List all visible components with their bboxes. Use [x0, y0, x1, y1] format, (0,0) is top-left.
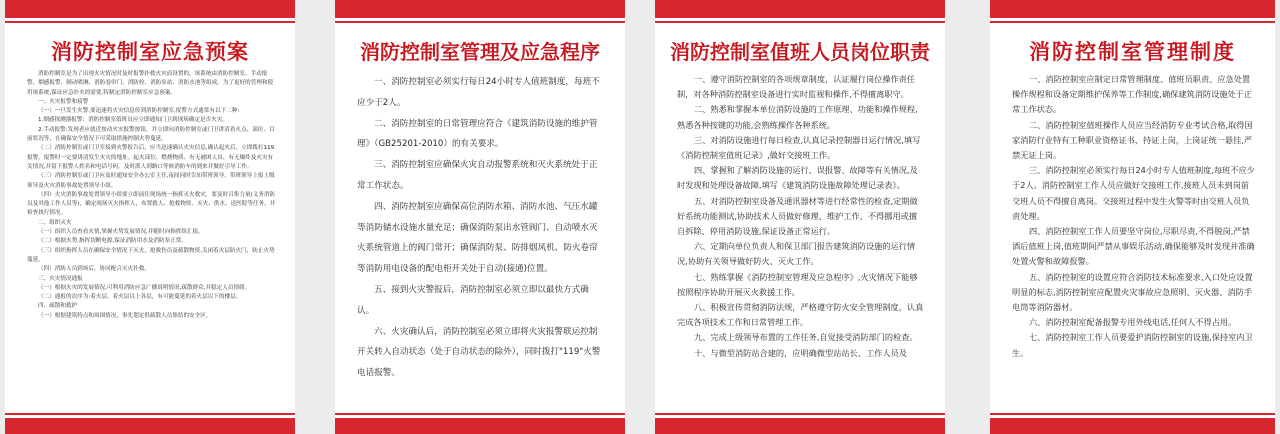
- top-red-stripe: [655, 21, 945, 23]
- paragraph: 消防控制室是为了出现火灾情况时及时报警扑救火灾而设置的，该系统由消防控制室、手动报警、烟感报警、制动喷淋、消防卷帘门、消防栓、消防泵站、消防水池等组成。为了更好的管理和使用该系统,保证应急扑火的需要,特制定消防控制室应急预案。: [27, 71, 274, 96]
- paragraph: （一）根据建筑特点和周围情况，事先划定供疏散人员集结的安全区。: [38, 312, 212, 319]
- panel-body: [357, 72, 605, 398]
- paragraph: 四、消防控制室工作人员要坚守岗位,尽职尽责,不得脱岗,严禁酒后值班上岗,值班期间严禁从事娱乐活动,确保能够及时发现并准确处置火警和故障报警。: [1012, 226, 1255, 267]
- paragraph: 三、消防控制室应确保火灾自动报警系统和灭火系统处于正常工作状态。: [357, 160, 598, 191]
- panel-title: 消防控制室管理制度: [1029, 40, 1236, 64]
- paragraph: 三、消防控制室必须实行每日24小时专人值班制度,每班不应少于2人。消防控制室工作人员应做好交接班工作,接班人员未到岗前交班人员不得擅自离岗。交接班过程中发生火警等时由交班人员负责处理。: [1012, 165, 1255, 221]
- paragraph: （二）根据火势,指挥切断电源,保证消防用水及消防泵正常。: [38, 238, 187, 245]
- bottom-red-stripe: [990, 413, 1275, 415]
- panel-duty-responsibilities: [655, 0, 945, 434]
- paragraph: 三、火灾情况通报: [38, 275, 83, 282]
- top-red-stripe: [5, 21, 295, 23]
- paragraph: 1.烟感探测器报警：消防控制室值班员应立即通知门卫到现场确定是否火灾。: [38, 117, 228, 124]
- paragraph: 2.手动报警:发现者应就近按动火灾报警按钮，并立即向消防控制室或门卫讲清着火点、部位、目前状况等，在确保安全情况下可采取措施控制火势蔓延。: [27, 126, 275, 143]
- top-red-bar: [655, 0, 945, 18]
- paragraph: 五、消防控制室的设置应符合消防技术标准要求,入口处应设置明显的标志,消防控制室应配置火灾事故应急照明、灭火器、消防手电筒等消防器材。: [1012, 271, 1253, 313]
- paragraph: 四、消防控制室应确保高位消防水箱、消防水池、气压水罐等消防储水设施水量充足；确保消防泵出水管阀门、自动喷水灭火系统管道上的阀门常开；确保消防泵、防排烟风机、防火卷帘等消防用电设备的配电柜开关处于自动(接通)位置。: [357, 201, 598, 275]
- bottom-red-bar: [335, 418, 625, 434]
- paragraph: 六、消防控制室配备报警专用外线电话,任何人不得占用。: [1029, 317, 1237, 328]
- panel-title: 消防控制室值班人员岗位职责: [670, 40, 930, 64]
- paragraph: （一）一旦发生火警,要迅速将火灾信息传到消防控制室,报警方式通常有以下二种:: [38, 108, 240, 115]
- paragraph: （三）组织指挥人员在确保安全情况下灭火，抢救伤员及疏散物资,关闭着火层防火门，防止火势蔓延。: [27, 247, 275, 263]
- paragraph: 九、完成上级领导布置的工作任务,自觉接受消防部门的检查。: [694, 332, 918, 343]
- paragraph: 十、与微型消防站合建的，应明确微型站站长、工作人员及: [694, 347, 907, 358]
- paragraph: （四）消防人员到场后，协同配合灭火扑救。: [38, 266, 150, 273]
- paragraph: 七、熟练掌握《消防控制室管理及应急程序》,火灾情况下能够按照程序协助开展灭火救援工作。: [677, 271, 918, 297]
- top-red-stripe: [335, 21, 625, 23]
- panel-management-system: [990, 0, 1275, 434]
- panel-title: 消防控制室管理及应急程序: [360, 40, 600, 64]
- paragraph: 二、熟悉和掌握本单位消防设施的工作原理、功能和操作规程,熟悉各种按键的功能,会熟练操作各种系统。: [677, 104, 918, 130]
- top-red-stripe: [990, 21, 1275, 23]
- paragraph: 一、消防控制室必须实行每日24小时专人值班制度，每班不应少于2人。: [357, 77, 600, 108]
- paragraph: 一、火灾报警和接警: [38, 98, 89, 105]
- top-red-bar: [990, 0, 1275, 18]
- paragraph: 五、对消防控制室设备及通讯器材等进行经常性的检查,定期做好系统功能测试,协助技术人员做好修理、维护工作，不得挪用或擅自拆除、停用消防设施,保证设备正常运行。: [677, 195, 918, 237]
- panel-body: [677, 72, 925, 398]
- paragraph: 三、对消防设施进行每日检查,认真记录控制器日运行情况,填写《消防控制室值班记录》,做好交接班工作。: [677, 134, 921, 161]
- paragraph: （一）组织人员查看火情,掌握火势发展情况,并随时向指挥组汇报。: [38, 229, 204, 236]
- paragraph: （二）通报的次序为:着火层、着火层以上各层，有可能蔓延的着火层以下的楼层。: [38, 294, 242, 301]
- panel-body: [27, 70, 277, 398]
- panel-title: 消防控制室应急预案: [51, 40, 249, 64]
- bottom-red-stripe: [5, 413, 295, 415]
- bottom-red-stripe: [655, 413, 945, 415]
- paragraph: 四、掌握和了解消防设施的运行、误报警、故障等有关情况,及时发现和处理设备故障,填写《建筑消防设施故障处理记录表》。: [677, 165, 918, 191]
- paragraph: 六、火灾确认后，消防控制室必须立即将火灾报警联运控制开关转入自动状态（处于自动状态的除外），同时拨打"119"火警电话报警。: [357, 326, 601, 379]
- paragraph: （三）消防控制室或门卫应及时通知安全办公室主任,夜间同时告知带班领导。带班领导上报上级领导及火灾消防事故处置领导小组。: [27, 173, 275, 189]
- paragraph: 一、消防控制室应制定日常管理制度、值班员职责、应急处置操作规程和设备定期维护保养等工作制度,确保建筑消防设施处于正常工作状态。: [1012, 74, 1253, 115]
- panel-emergency-plan: [5, 0, 295, 434]
- bottom-red-bar: [655, 418, 945, 434]
- top-red-bar: [5, 0, 295, 18]
- paragraph: （四）火灾消防事故处置领导小组要立即前往现场统一指挥灭火救灾，要及时召集力量(义务消防员及其他工作人员等)，确定现场灭火指挥人，布置救人、抢救物资、灭火、供水、送医院等任务，并检查执行情况。: [27, 191, 276, 217]
- paragraph: 八、积极宣传贯彻消防法规，严格遵守防火安全管理制度，认真完成各项技术工作和日常管理工作。: [677, 302, 924, 328]
- paragraph: 二、消防控制室值班操作人员应当经消防专业考试合格,取得国家消防行业特有工种职业资格证书，持证上岗，上岗证统一悬挂,严禁无证上岗。: [1012, 119, 1253, 161]
- paragraph: （二）消防控制室或门卫室接到火警报告后，应当迅速确认火灾信息,确认起火后，立即拨打119报警。报警时一定要讲清发生火灾的地址、起火部位、燃烧物质、有无被困人员、有无爆炸及火灾有关情况,并留下报警人姓名和电话号码。及时派人到路口等候消防车的到来并做好引导工作。: [27, 145, 275, 170]
- paragraph: （一）根据火灾的发展情况,可利用消防应急广播说明情况,疏散群众,并稳定人员情绪。: [38, 284, 251, 291]
- panel-body: [1012, 72, 1255, 398]
- paragraph: 一、遵守消防控制室的各项规章制度，认证履行岗位操作责任制，对各种消防控制室设备进行实时监视和操作,不得擅离职守。: [677, 74, 916, 100]
- bottom-red-bar: [990, 418, 1275, 434]
- top-red-bar: [335, 0, 625, 18]
- paragraph: 二、组织灭火: [38, 219, 72, 226]
- panel-management-procedure: [335, 0, 625, 434]
- bottom-red-bar: [5, 418, 295, 434]
- bottom-red-stripe: [335, 413, 625, 415]
- paragraph: 六、定期向单位负责人和保卫部门报告建筑消防设施的运行情况,协助有关领导做好防火、灭火工作。: [677, 241, 916, 267]
- paragraph: 五、接到火灾警报后，消防控制室必须立即以最快方式确认。: [357, 284, 589, 316]
- paragraph: 二、消防控制室的日常管理应符合《建筑消防设施的维护管理》（GB25201-2010）的有关要求。: [357, 118, 598, 150]
- paragraph: 四、疏散和救护: [38, 303, 78, 310]
- paragraph: 七、消防控制室工作人员要爱护消防控制室的设施,保持室内卫生。: [1012, 332, 1253, 358]
